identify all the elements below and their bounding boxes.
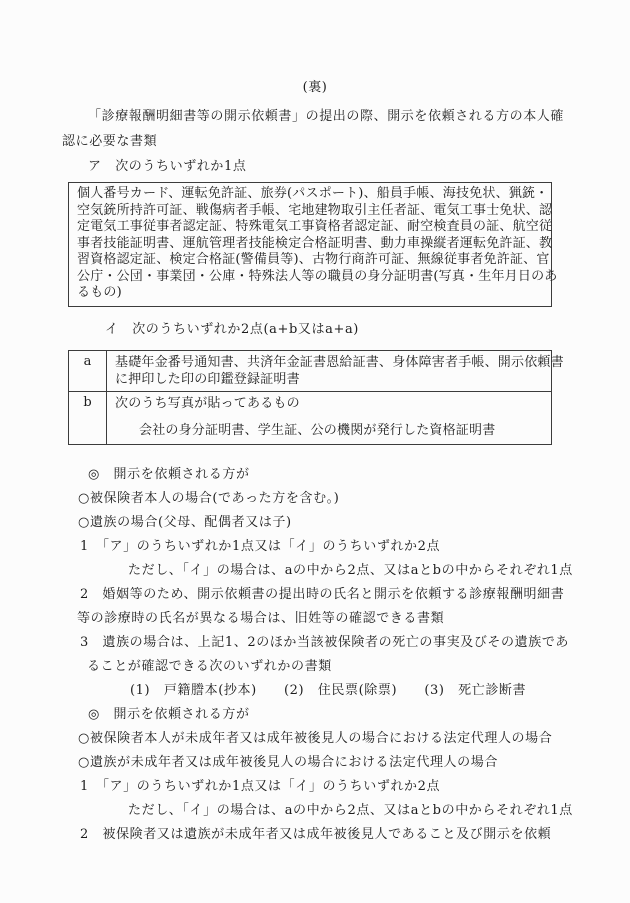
section-a-heading: ア 次のうちいずれか1点 [88, 159, 247, 174]
body-line: ◎ 開示を依頼される方が [88, 466, 250, 482]
body-line: ただし、「イ」の場合は、aの中から2点、又はaとbの中からそれぞれ1点 [128, 562, 573, 578]
box-line: 公庁・公団・事業団・公庫・特殊法人等の職員の身分証明書(写真・生年月日のあ [77, 268, 558, 284]
row-label: a [69, 351, 107, 391]
box-line: 習資格認定証、検定合格証(警備員等)、古物行商許可証、無線従事者免許証、官 [77, 252, 550, 267]
body-line: 等の診療時の氏名が異なる場合は、旧姓等の確認できる書類 [77, 610, 445, 626]
intro-line-1: 「診療報酬明細書等の開示依頼書」の提出の際、開示を依頼される方の本人確 [88, 109, 565, 124]
conditions-section [0, 463, 630, 847]
box-line: 個人番号カード、運転免許証、旅券(パスポート)、船員手帳、海技免状、猟銃・ [77, 186, 549, 201]
body-line: ◎ 開示を依頼される方が [88, 706, 250, 722]
body-line: (1) 戸籍謄本(抄本) (2) 住民票(除票) (3) 死亡診断書 [130, 682, 527, 698]
box-line: 空気銃所持許可証、戦傷病者手帳、宅地建物取引主任者証、電気工事士免状、認 [77, 202, 553, 218]
section-i-heading: イ 次のうちいずれか2点(a+b又はa+a) [105, 321, 359, 337]
body-line: ただし、「イ」の場合は、aの中から2点、又はaとbの中からそれぞれ1点 [128, 802, 573, 818]
documents-table [68, 350, 564, 445]
box-line: 定電気工事従事者認定証、特殊電気工事資格者認定証、耐空検査員の証、航空従 [77, 219, 553, 234]
body-line: 1 「ア」のうちいずれか1点又は「イ」のうちいずれか2点 [80, 538, 441, 554]
body-line: 3 遺族の場合は、上記1、2のほか当該被保険者の死亡の事実及びその遺族であ [80, 634, 570, 650]
cell-line: 会社の身分証明書、学生証、公の機関が発行した資格証明書 [139, 422, 496, 438]
body-line: 2 婚姻等のため、開示依頼書の提出時の氏名と開示を依頼する診療報酬明細書 [80, 586, 565, 602]
intro-paragraph [0, 104, 630, 154]
cell-line: 次のうち写真が貼ってあるもの [115, 395, 300, 411]
section-a-document-box [68, 182, 558, 307]
body-line: 1 「ア」のうちいずれか1点又は「イ」のうちいずれか2点 [80, 778, 441, 794]
cell-line: に押印した印の印鑑登録証明書 [115, 371, 300, 387]
row-content [107, 351, 570, 391]
body-line: 2 被保険者又は遺族が未成年者又は成年被後見人であること及び開示を依頼 [80, 826, 552, 842]
body-line: ○遺族の場合(父母、配偶者又は子) [78, 514, 292, 530]
body-line: ることが確認できる次のいずれかの書類 [87, 658, 332, 674]
box-line: 事者技能証明書、運航管理者技能検定合格証明書、動力車操縦者運転免許証、教 [77, 235, 553, 251]
body-line: ○被保険者本人が未成年者又は成年被後見人の場合における法定代理人の場合 [78, 730, 553, 746]
table-row [69, 351, 564, 391]
box-line: るもの) [77, 285, 122, 300]
row-content [107, 392, 551, 444]
row-label: b [69, 392, 107, 444]
intro-line-2: 認に必要な書類 [62, 134, 158, 149]
table-row [69, 391, 551, 444]
cell-line: 基礎年金番号通知書、共済年金証書恩給証書、身体障害者手帳、開示依頼書 [115, 354, 564, 370]
body-line: ○遺族が未成年者又は成年被後見人の場合における法定代理人の場合 [78, 754, 498, 770]
page-side-label: (裏) [302, 80, 328, 95]
body-line: ○被保険者本人の場合(であった方を含む。) [78, 490, 340, 506]
